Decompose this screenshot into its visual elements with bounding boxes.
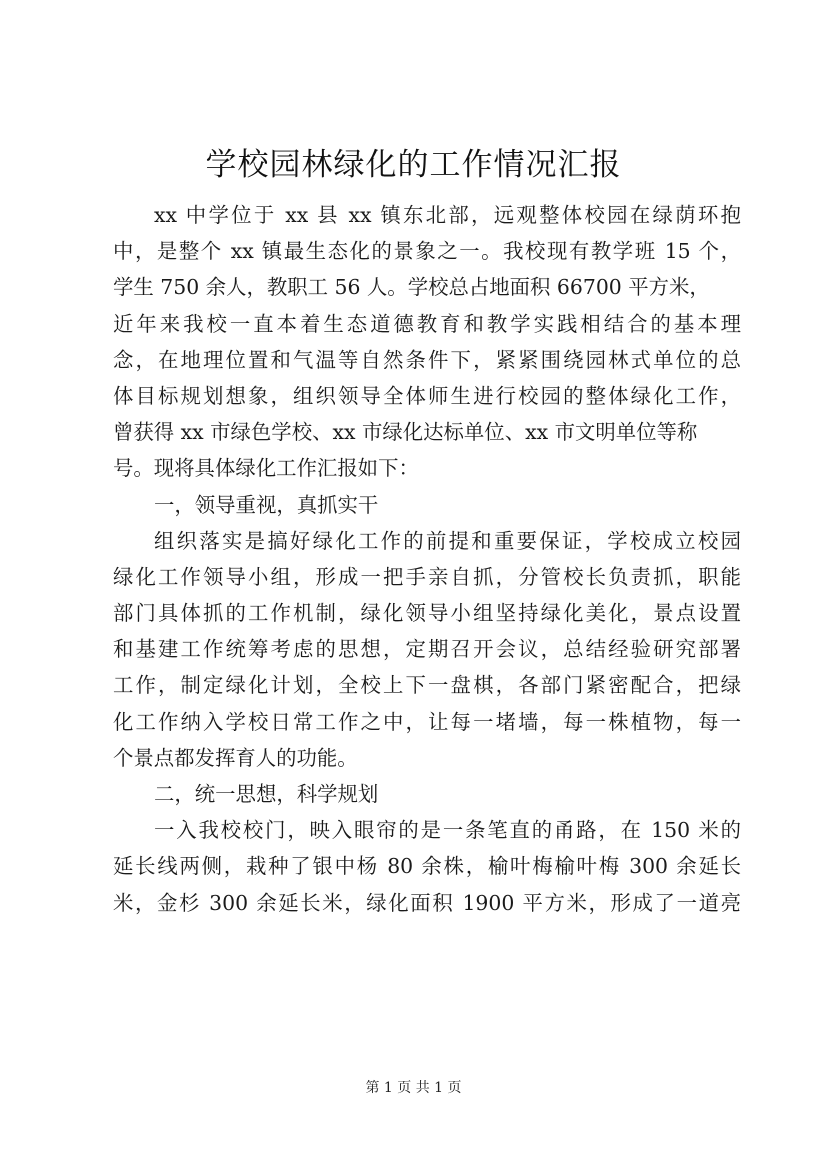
text-line: 曾获得 xx 市绿色学校、xx 市绿化达标单位、xx 市文明单位等称 <box>113 420 698 445</box>
text-line: 部门具体抓的工作机制，绿化领导小组坚持绿化美化，景点设置 <box>113 601 741 626</box>
document-body <box>113 197 741 921</box>
text-line: 绿化工作领导小组，形成一把手亲自抓，分管校长负责抓，职能 <box>113 564 741 589</box>
text-line: 组织落实是搞好绿化工作的前提和重要保证，学校成立校园 <box>154 528 741 553</box>
text-line: 个景点都发挥育人的功能。 <box>113 745 358 770</box>
page-footer: 第 1 页 共 1 页 <box>365 1080 462 1096</box>
text-line: 体目标规划想象，组织领导全体师生进行校园的整体绿化工作， <box>113 383 741 408</box>
text-line: 中，是整个 xx 镇最生态化的景象之一。我校现有教学班 15 个， <box>113 239 741 264</box>
text-line: 一入我校校门，映入眼帘的是一条笔直的甬路，在 150 米的 <box>154 818 741 843</box>
text-line: 近年来我校一直本着生态道德教育和教学实践相结合的基本理 <box>113 311 741 336</box>
text-line: xx 中学位于 xx 县 xx 镇东北部，远观整体校园在绿荫环抱 <box>154 203 741 227</box>
text-line: 延长线两侧，栽种了银中杨 80 余株，榆叶梅榆叶梅 300 余延长 <box>113 854 741 879</box>
text-line: 号。现将具体绿化工作汇报如下： <box>113 456 419 481</box>
text-line: 和基建工作统筹考虑的思想，定期召开会议，总结经验研究部署 <box>113 637 741 662</box>
text-line: 一，领导重视，真抓实干 <box>154 492 379 517</box>
text-line: 米，金杉 300 余延长米，绿化面积 1900 平方米，形成了一道亮 <box>113 890 741 915</box>
text-line: 化工作纳入学校日常工作之中，让每一堵墙，每一株植物，每一 <box>113 709 741 734</box>
document-title: 学校园林绿化的工作情况汇报 <box>205 147 622 183</box>
text-line: 念，在地理位置和气温等自然条件下，紧紧围绕园林式单位的总 <box>113 347 741 372</box>
text-line: 工作，制定绿化计划，全校上下一盘棋，各部门紧密配合，把绿 <box>113 673 741 698</box>
text-line: 二，统一思想，科学规划 <box>154 782 379 806</box>
text-line: 学生 750 余人，教职工 56 人。学校总占地面积 66700 平方米， <box>113 275 710 300</box>
